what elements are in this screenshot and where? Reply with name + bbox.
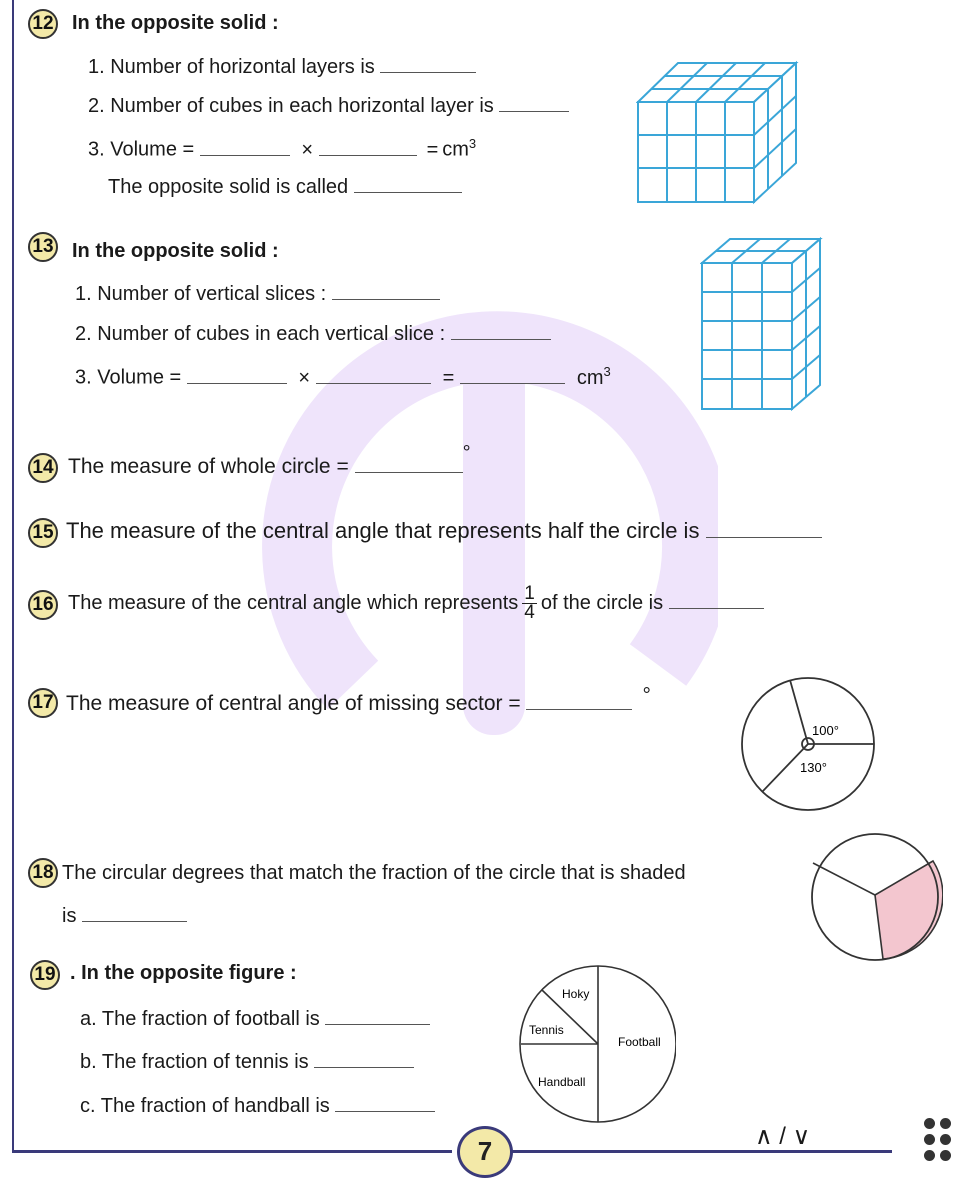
- question-number-14: 14: [28, 453, 58, 483]
- q16-fraction: $\frac{1}{4}$: [524, 583, 535, 623]
- q13-title: In the opposite solid :: [72, 240, 279, 262]
- nav-arrows[interactable]: ∧ / ∨: [755, 1123, 811, 1150]
- question-number-16: 16: [28, 590, 58, 620]
- menu-dots-icon[interactable]: [922, 1118, 952, 1167]
- question-number-15: 15: [28, 518, 58, 548]
- q13-cuboid-figure: [700, 237, 825, 412]
- q19-label-tennis: Tennis: [529, 1023, 564, 1037]
- q14-text: The measure of whole circle = °: [68, 442, 471, 478]
- q12-title: In the opposite solid :: [72, 12, 279, 34]
- q17-angle-100: 100°: [812, 723, 839, 738]
- question-number-17: 17: [28, 688, 58, 718]
- q19-label-football: Football: [618, 1035, 661, 1049]
- q12-item-4: The opposite solid is called: [108, 176, 462, 199]
- q13-item-2: 2. Number of cubes in each vertical slice :: [75, 323, 551, 346]
- q19-label-handball: Handball: [538, 1075, 586, 1089]
- q13-item-1: 1. Number of vertical slices :: [75, 283, 440, 306]
- q15-text: The measure of the central angle that represents half the circle is: [66, 518, 822, 544]
- page-number: 7: [457, 1126, 513, 1178]
- question-number-13: 13: [28, 232, 58, 262]
- q18-pie-figure: [805, 833, 943, 965]
- q16-text: The measure of the central angle which represents $\frac{1}{4}$ of the circle is: [68, 585, 764, 622]
- q19-pie-figure: [506, 958, 676, 1128]
- q19-item-b: b. The fraction of tennis is: [80, 1051, 414, 1074]
- q18-text-a: The circular degrees that match the fraction of the circle that is shaded: [62, 862, 686, 884]
- page-frame-bottom-right: [512, 1150, 892, 1153]
- q17-text: The measure of central angle of missing sector = °: [66, 684, 651, 715]
- q17-angle-130: 130°: [800, 760, 827, 775]
- q12-item-1: 1. Number of horizontal layers is: [88, 56, 476, 79]
- q18-text-b: is: [62, 905, 187, 928]
- q13-item-3: 3. Volume = × = $cm^3$: [75, 364, 611, 389]
- q17-pie-figure: [738, 672, 883, 817]
- page-frame-left: [12, 0, 14, 1150]
- q19-item-a: a. The fraction of football is: [80, 1008, 430, 1031]
- q12-item-2: 2. Number of cubes in each horizontal layer is: [88, 95, 569, 118]
- question-number-18: 18: [28, 858, 58, 888]
- question-number-12: 12: [28, 9, 58, 39]
- q19-title: . In the opposite figure :: [70, 962, 297, 984]
- q12-cube-figure: [636, 60, 801, 205]
- q19-item-c: c. The fraction of handball is: [80, 1095, 435, 1118]
- q19-label-hoky: Hoky: [562, 987, 590, 1001]
- page-frame-bottom: [12, 1150, 452, 1153]
- q12-item-3: 3. Volume = × = $cm^3$: [88, 136, 477, 161]
- question-number-19: 19: [30, 960, 60, 990]
